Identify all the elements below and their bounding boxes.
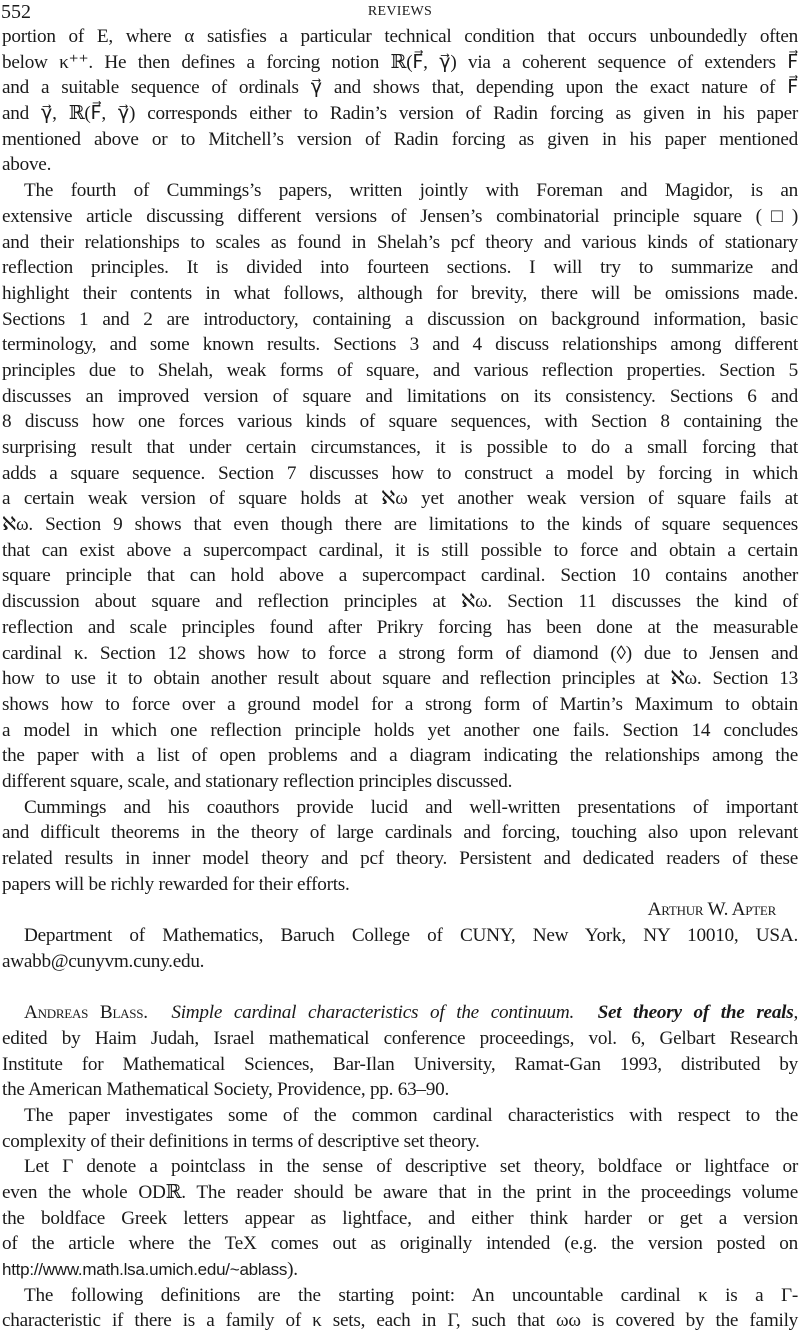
text-line: Sections 1 and 2 are introductory, containing a discussion on background information, basic <box>2 308 798 330</box>
title-text: Simple cardinal characteristics of the continuum. <box>171 1002 575 1024</box>
text-line: cardinal κ. Section 12 shows how to force a strong form of diamond (◊) due to Jensen and <box>2 642 798 664</box>
spacer <box>2 974 798 1000</box>
text-line: below κ⁺⁺. He then defines a forcing notion ℝ(F⃗, γ⃗) via a coherent sequence of extenders F⃗ <box>2 51 798 73</box>
running-title: REVIEWS <box>367 4 433 19</box>
text-line: a certain weak version of square holds at ℵω yet another weak version of square fails at <box>2 488 798 510</box>
text-line: surprising result that under certain circumstances, it is possible to do a small forcing that <box>2 437 798 458</box>
paragraph <box>2 1283 798 1334</box>
text-line: portion of E, where α satisfies a particular technical condition that occurs unboundedly often <box>2 26 798 47</box>
text-line: the boldface Greek letters appear as lightface, and either think harder or get a version <box>2 1207 798 1229</box>
text-line: and their relationships to scales as found in Shelah’s pcf theory and various kinds of stationary <box>2 231 798 253</box>
paragraph <box>2 795 798 898</box>
text-line: discussion about square and reflection principles at ℵω. Section 11 discusses the kind of <box>2 591 798 613</box>
text-line: highlight their contents in what follows, although for brevity, there will be omissions made. <box>2 282 798 304</box>
text-line: Institute for Mathematical Sciences, Bar-Ilan University, Ramat-Gan 1993, distributed by <box>2 1053 798 1075</box>
paragraph <box>2 1103 798 1154</box>
text-line: Cummings and his coauthors provide lucid and well-written presentations of important <box>24 796 798 818</box>
text-line <box>2 897 798 923</box>
text-line: a model in which one reflection principle holds yet another one fails. Section 14 concludes <box>2 719 798 741</box>
text-line: that can exist above a supercompact cardinal, it is still possible to force and obtain a certain <box>2 539 798 561</box>
text-line: ℵω. Section 9 shows that even though there are limitations to the kinds of square sequences <box>2 514 798 536</box>
text-line: extensive article discussing different versions of Jensen’s combinatorial principle square (□) <box>2 205 798 227</box>
text-line: different square, scale, and stationary reflection principles discussed. <box>2 770 513 792</box>
text-line: and difficult theorems in the theory of large cardinals and forcing, touching also upon relevant <box>2 822 798 844</box>
text-line: mentioned above or to Mitchell’s version of Radin forcing as given in his paper mentioned <box>2 128 798 150</box>
text-line: reflection principles. It is divided into fourteen sections. I will try to summarize and <box>2 257 798 279</box>
text-run: , <box>793 1002 799 1024</box>
text-line: principles due to Shelah, weak forms of square, and various reflection properties. Section 5 <box>2 359 798 381</box>
text-line: papers will be richly rewarded for their efforts. <box>2 873 350 895</box>
paragraph <box>2 24 798 178</box>
text-line: adds a square sequence. Section 7 discusses how to construct a model by forcing in which <box>2 462 798 484</box>
paragraph <box>2 1154 798 1282</box>
text-line: square principle that can hold above a supercompact cardinal. Section 10 contains another <box>2 565 798 587</box>
text-line: complexity of their definitions in terms of descriptive set theory. <box>2 1130 480 1152</box>
text-line: the American Mathematical Society, Providence, pp. 63–90. <box>2 1079 450 1101</box>
text-line: of the article where the TeX comes out as originally intended (e.g. the version posted on <box>2 1233 798 1255</box>
text-line: related results in inner model theory and pcf theory. Persistent and dedicated readers of these <box>2 848 798 869</box>
text-line: discusses an improved version of square and limitations on its consistency. Sections 6 and <box>2 385 798 407</box>
author-name: Arthur W. Apter <box>647 899 776 921</box>
text-run: ). <box>287 1259 298 1280</box>
text-line: terminology, and some known results. Sections 3 and 4 discuss relationships among different <box>2 334 798 356</box>
text-line: The fourth of Cummings’s papers, written jointly with Foreman and Magidor, is an <box>24 180 798 202</box>
paragraph <box>2 923 798 974</box>
text-line: Let Γ denote a pointclass in the sense of descriptive set theory, boldface or lightface or <box>24 1156 798 1178</box>
text-line <box>2 1257 798 1283</box>
blank-line <box>2 974 798 1000</box>
text-line: the paper with a list of open problems and a diagram indicating the relationships among the <box>2 745 798 767</box>
text-line: The following definitions are the starting point: An uncountable cardinal κ is a Γ- <box>24 1284 798 1306</box>
text-line <box>2 1000 798 1026</box>
paragraph <box>2 178 798 795</box>
text-line: awabb@cunyvm.cuny.edu. <box>2 950 205 972</box>
title-text: Set theory of the reals <box>597 1002 794 1024</box>
text-line: characteristic if there is a family of κ sets, each in Γ, such that ωω is covered by the family <box>2 1310 798 1332</box>
text-line: reflection and scale principles found after Prikry forcing has been done at the measurable <box>2 616 798 638</box>
text-line: and a suitable sequence of ordinals γ⃗ and shows that, depending upon the exact nature of F⃗ <box>2 77 798 99</box>
author-name: Andreas Blass. <box>24 1002 148 1024</box>
reviewer-signature <box>2 897 798 923</box>
page-header <box>0 0 800 24</box>
text-line: above. <box>2 154 52 176</box>
paragraph <box>2 1000 798 1103</box>
page-body <box>2 24 798 1334</box>
text-line: even the whole ODℝ. The reader should be aware that in the print in the proceedings volume <box>2 1181 798 1203</box>
text-line: 8 discuss how one forces various kinds of square sequences, with Section 8 containing the <box>2 411 798 433</box>
text-line: and γ⃗, ℝ(F⃗, γ⃗) corresponds either to Radin’s version of Radin forcing as given in his paper <box>2 103 798 125</box>
text-line: shows how to force over a ground model for a strong form of Martin’s Maximum to obtain <box>2 693 798 715</box>
text-line: The paper investigates some of the common cardinal characteristics with respect to the <box>24 1104 798 1126</box>
page-number: 552 <box>1 1 31 23</box>
text-run <box>574 1002 598 1023</box>
text-line: edited by Haim Judah, Israel mathematical conference proceedings, vol. 6, Gelbart Research <box>2 1027 798 1049</box>
text-line: Department of Mathematics, Baruch College of CUNY, New York, NY 10010, USA. <box>24 925 798 947</box>
text-run <box>148 1002 172 1023</box>
url-text: http://www.math.lsa.umich.edu/~ablass <box>2 1260 288 1279</box>
text-line: how to use it to obtain another result about square and reflection principles at ℵω. Section 13 <box>2 668 798 690</box>
